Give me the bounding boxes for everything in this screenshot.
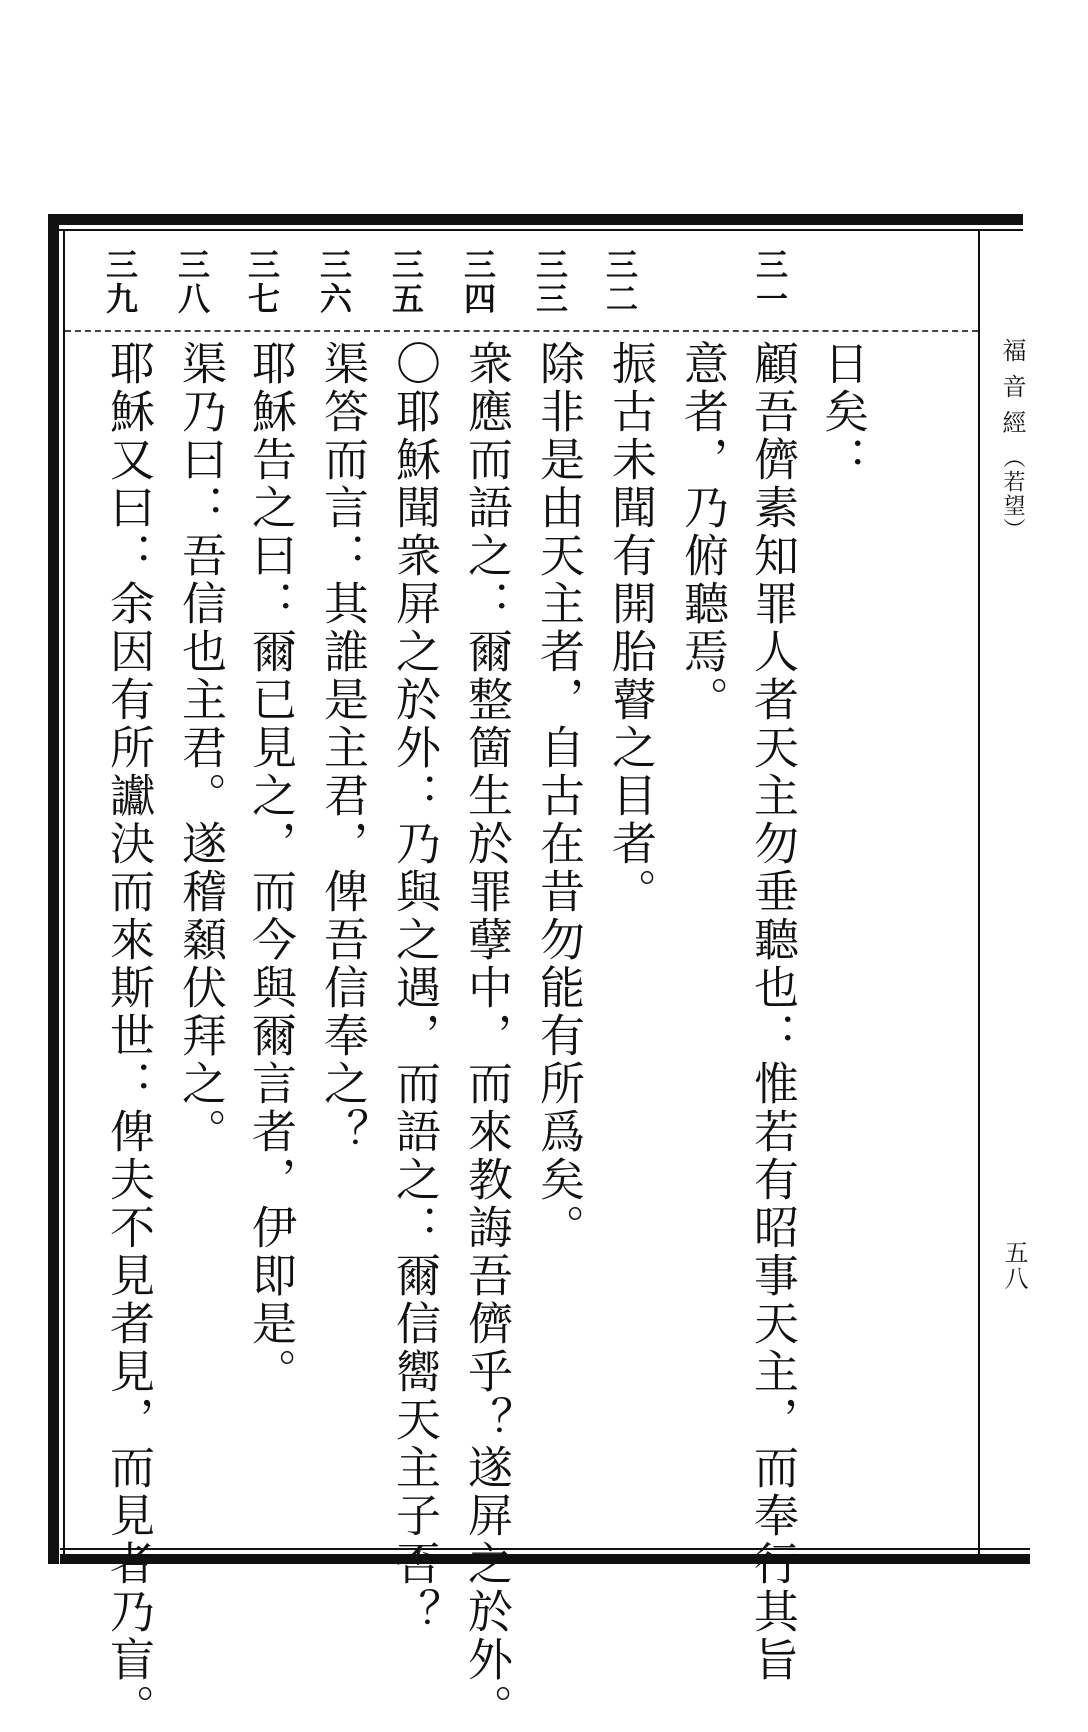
text-column: 意者，乃俯聽焉。 (676, 340, 729, 724)
text-column: 除非是由天主者，自古在昔勿能有所爲矣。 (532, 340, 585, 1252)
verse-number: 三八 (173, 248, 211, 316)
verse-number: 三三 (531, 248, 569, 316)
running-head-title: 福音經 (998, 338, 1026, 446)
verse-number: 三五 (387, 248, 425, 316)
text-column: 顧吾儕素知罪人者天主勿垂聽也：惟若有昭事天主，而奉行其旨 (746, 340, 799, 1684)
verse-number: 三四 (459, 248, 497, 316)
verse-number-divider (65, 330, 978, 332)
running-head (1000, 338, 1024, 542)
text-column: 耶穌告之曰：爾已見之，而今與爾言者，伊即是。 (244, 340, 297, 1396)
text-column: 振古未聞有開胎瞽之目者。 (604, 340, 657, 916)
verse-number: 三二 (601, 248, 639, 316)
running-head-subtitle: （若望） (1000, 446, 1025, 542)
frame-bottom-border (60, 1554, 1030, 1564)
frame-bottom-inner-border (60, 1548, 1030, 1550)
text-column: 日矣： (816, 340, 869, 484)
frame-top-inner-border (48, 229, 1023, 231)
text-column: 渠答而言：其誰是主君，俾吾信奉之？ (316, 340, 369, 1156)
text-column: 衆應而語之：爾整箇生於罪孽中，而來教誨吾儕乎？遂屏之於外。 (460, 340, 513, 1732)
verse-number: 三一 (751, 248, 789, 316)
frame-left-border (48, 214, 59, 1564)
frame-left-inner-border (63, 229, 65, 1554)
text-column: 〇耶穌聞衆屏之於外：乃與之遇，而語之：爾信嚮天主子否？ (388, 340, 441, 1636)
page-number: 五八 (1000, 1240, 1028, 1292)
frame-right-border (978, 229, 980, 1554)
verse-number: 三七 (243, 248, 281, 316)
verse-number: 三六 (315, 248, 353, 316)
verse-number: 三九 (101, 248, 139, 316)
text-column: 耶穌又曰：余因有所讞決而來斯世：俾夫不見者見，而見者乃盲。 (102, 340, 155, 1732)
frame-top-border (48, 214, 1023, 225)
text-column: 渠乃曰：吾信也主君。遂稽顙伏拜之。 (174, 340, 227, 1156)
